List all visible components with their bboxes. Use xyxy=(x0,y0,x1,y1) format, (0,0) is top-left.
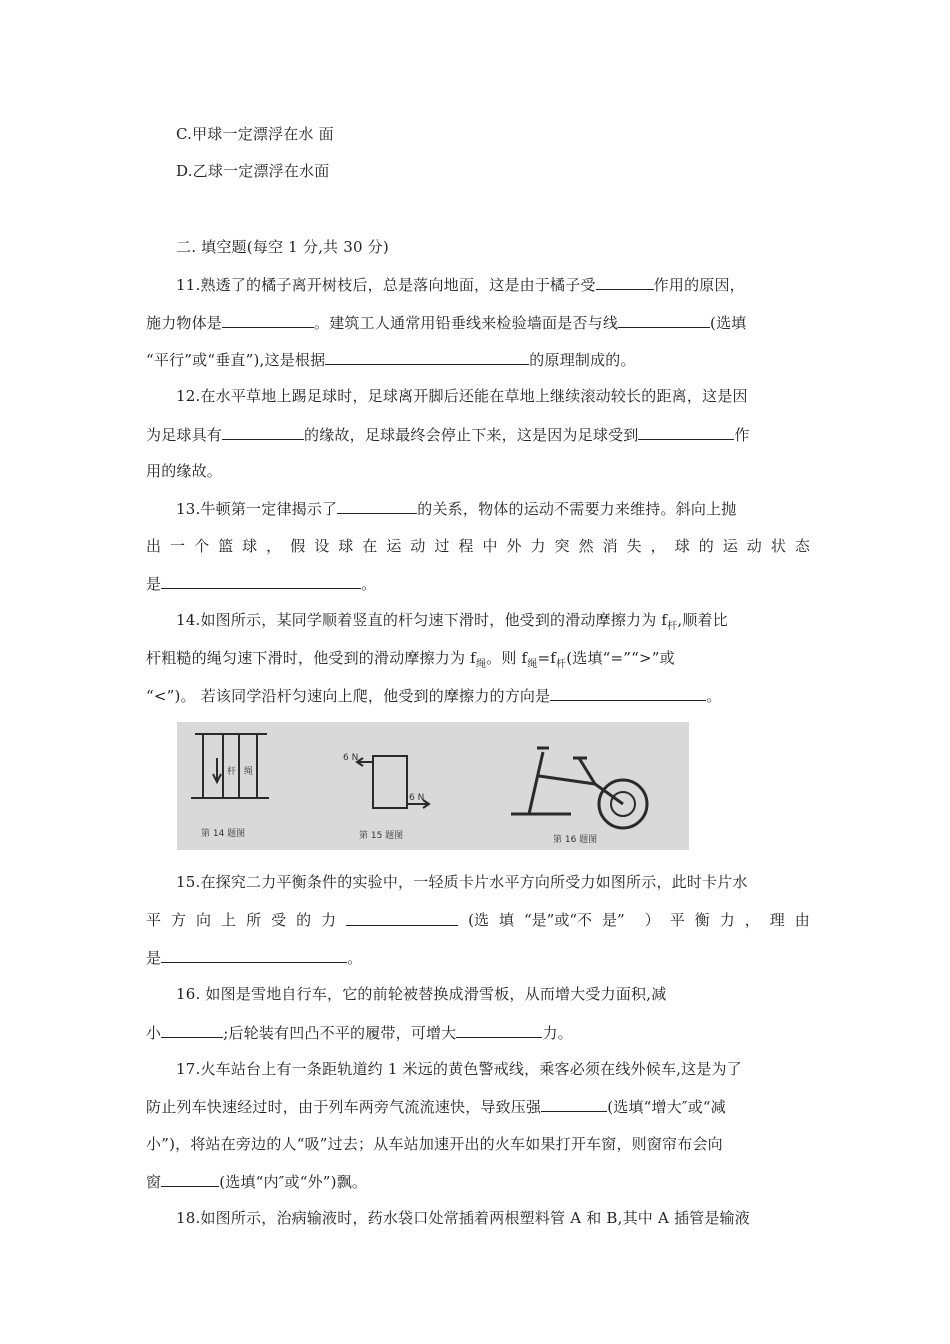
q17-line4: 窗 (选填“内″或“外”)飘。 xyxy=(146,1173,368,1191)
q12-line2: 为足球具有 的缘故，足球最终会停止下来，这是因为足球受到 作 xyxy=(146,426,750,444)
option-d: D.乙球一定漂浮在水面 xyxy=(176,162,330,180)
spread-char: 运 xyxy=(722,537,738,555)
spread-char: 然 xyxy=(578,537,594,555)
spread-char: 球 xyxy=(242,537,258,555)
spread-char: ， xyxy=(266,537,282,555)
spread-char: 是” xyxy=(602,911,625,929)
spread-char: 由 xyxy=(794,911,810,929)
spread-char: 过 xyxy=(434,537,450,555)
spread-char: 球 xyxy=(338,537,354,555)
q11-line2: 施力物体是 。建筑工人通常用铅垂线来检验墙面是否与线 (选填 xyxy=(146,314,747,332)
answer-blank[interactable] xyxy=(596,274,654,290)
spread-char: 设 xyxy=(314,537,330,555)
spread-char: 假 xyxy=(290,537,306,555)
answer-blank[interactable] xyxy=(550,685,706,701)
spread-char: 消 xyxy=(602,537,618,555)
option-c: C.甲球一定漂浮在水 面 xyxy=(176,125,334,143)
q17-line1: 17.火车站台上有一条距轨道约 1 米远的黄色警戒线，乘客必须在线外候车,这是为了 xyxy=(176,1060,742,1078)
spread-char: (选 xyxy=(468,911,489,929)
q11-line3: “平行”或“垂直”),这是根据 的原理制成的。 xyxy=(146,351,636,369)
figure-strip xyxy=(177,722,689,850)
spread-char: 力 xyxy=(719,911,735,929)
spread-char: 程 xyxy=(458,537,474,555)
q13-line1: 13.牛顿第一定律揭示了 的关系，物体的运动不需要力来维持。斜向上抛 xyxy=(176,500,737,518)
spread-char: 态 xyxy=(794,537,810,555)
q14-line2: 杆粗糙的绳匀速下滑时，他受到的滑动摩擦力为 $f_绳$。则 $f_绳=f_杆$(选填“=”“>”或 xyxy=(146,649,675,670)
spread-char: 力 xyxy=(321,911,337,929)
fig16-caption: 第 16 题图 xyxy=(553,835,598,845)
spread-char: 力 xyxy=(530,537,546,555)
answer-blank[interactable] xyxy=(161,947,347,963)
spread-char: 向 xyxy=(196,911,212,929)
q12-line3: 用的缘故。 xyxy=(146,462,223,480)
q15-line1: 15.在探究二力平衡条件的实验中，一轻质卡片水平方向所受力如图所示，此时卡片水 xyxy=(176,873,748,891)
spread-char: 一 xyxy=(170,537,186,555)
spread-char: 方 xyxy=(171,911,187,929)
answer-blank[interactable] xyxy=(222,424,304,440)
q14-line3: “<”)。 若该同学沿杆匀速向上爬，他受到的摩擦力的方向是 。 xyxy=(146,687,722,705)
spread-char: “是”或“不 xyxy=(524,911,593,929)
answer-blank[interactable] xyxy=(638,424,734,440)
fig14-pole-diagram xyxy=(191,734,269,798)
answer-blank[interactable] xyxy=(337,498,417,514)
spread-char: 突 xyxy=(554,537,570,555)
spread-char: 在 xyxy=(362,537,378,555)
q15-line3: 是 。 xyxy=(146,949,363,967)
spread-char: 球 xyxy=(674,537,690,555)
fig14-label-rod: 杆 xyxy=(227,767,237,777)
answer-blank[interactable] xyxy=(161,1171,219,1187)
q13-line2 xyxy=(146,536,810,556)
q16-line1: 16. 如图是雪地自行车，它的前轮被替换成滑雪板，从而增大受力面积,减 xyxy=(176,985,667,1003)
spread-char: 理 xyxy=(769,911,785,929)
q12-line1: 12.在水平草地上踢足球时，足球离开脚后还能在草地上继续滚动较长的距离，这是因 xyxy=(176,387,748,405)
q18-line1: 18.如图所示，治病输液时，药水袋口处常插着两根塑料管 A 和 B,其中 A 插管是输液 xyxy=(176,1209,750,1227)
spread-char: 运 xyxy=(386,537,402,555)
spread-char: 中 xyxy=(482,537,498,555)
answer-blank[interactable] xyxy=(161,1022,223,1038)
q13-line3: 是 。 xyxy=(146,575,377,593)
fig15-force-right: 6 N xyxy=(409,793,425,803)
spread-char: 受 xyxy=(271,911,287,929)
fig14-caption: 第 14 题图 xyxy=(201,829,246,839)
answer-blank[interactable] xyxy=(456,1022,542,1038)
spread-char: 状 xyxy=(770,537,786,555)
fig16-snow-bike-diagram xyxy=(511,748,647,828)
spread-char: 动 xyxy=(410,537,426,555)
spread-char: 外 xyxy=(506,537,522,555)
spread-char: 平 xyxy=(146,911,162,929)
spread-char: 的 xyxy=(698,537,714,555)
fig14-label-rope: 绳 xyxy=(244,767,254,777)
answer-blank[interactable] xyxy=(161,573,361,589)
spread-char: 个 xyxy=(194,537,210,555)
spread-char: 填 xyxy=(498,911,514,929)
spread-char: ） xyxy=(644,911,660,929)
q15-line2 xyxy=(146,910,810,930)
spread-char: ， xyxy=(744,911,760,929)
q14-line1: 14.如图所示，某同学顺着竖直的杆匀速下滑时，他受到的滑动摩擦力为 $f_杆$,顺着比 xyxy=(176,611,728,632)
spread-char: 平 xyxy=(669,911,685,929)
q17-line3: 小”)，将站在旁边的人“吸”过去；从车站加速开出的火车如果打开车窗，则窗帘布会向 xyxy=(146,1135,723,1153)
spread-char: 的 xyxy=(296,911,312,929)
fig15-force-left: 6 N xyxy=(343,753,359,763)
answer-blank[interactable] xyxy=(222,312,314,328)
q16-line2: 小 ;后轮装有凹凸不平的履带，可增大 力。 xyxy=(146,1024,573,1042)
answer-blank[interactable] xyxy=(618,312,710,328)
q17-line2: 防止列车快速经过时，由于列车两旁气流流速快，导致压强 (选填“增大″或“减 xyxy=(146,1098,726,1116)
answer-blank[interactable] xyxy=(346,910,458,926)
spread-char: 篮 xyxy=(218,537,234,555)
spread-char: 出 xyxy=(146,537,162,555)
answer-blank[interactable] xyxy=(541,1096,607,1112)
spread-char: ， xyxy=(650,537,666,555)
q11-line1: 11.熟透了的橘子离开树枝后，总是落向地面，这是由于橘子受 作用的原因， xyxy=(176,276,745,294)
answer-blank[interactable] xyxy=(325,349,529,365)
fig15-caption: 第 15 题图 xyxy=(359,831,404,841)
spread-char: 动 xyxy=(746,537,762,555)
spread-char: 所 xyxy=(246,911,262,929)
section-heading: 二. 填空题(每空 1 分,共 30 分) xyxy=(176,238,389,256)
spread-char: 衡 xyxy=(694,911,710,929)
spread-char: 上 xyxy=(221,911,237,929)
spread-char: 失 xyxy=(626,537,642,555)
